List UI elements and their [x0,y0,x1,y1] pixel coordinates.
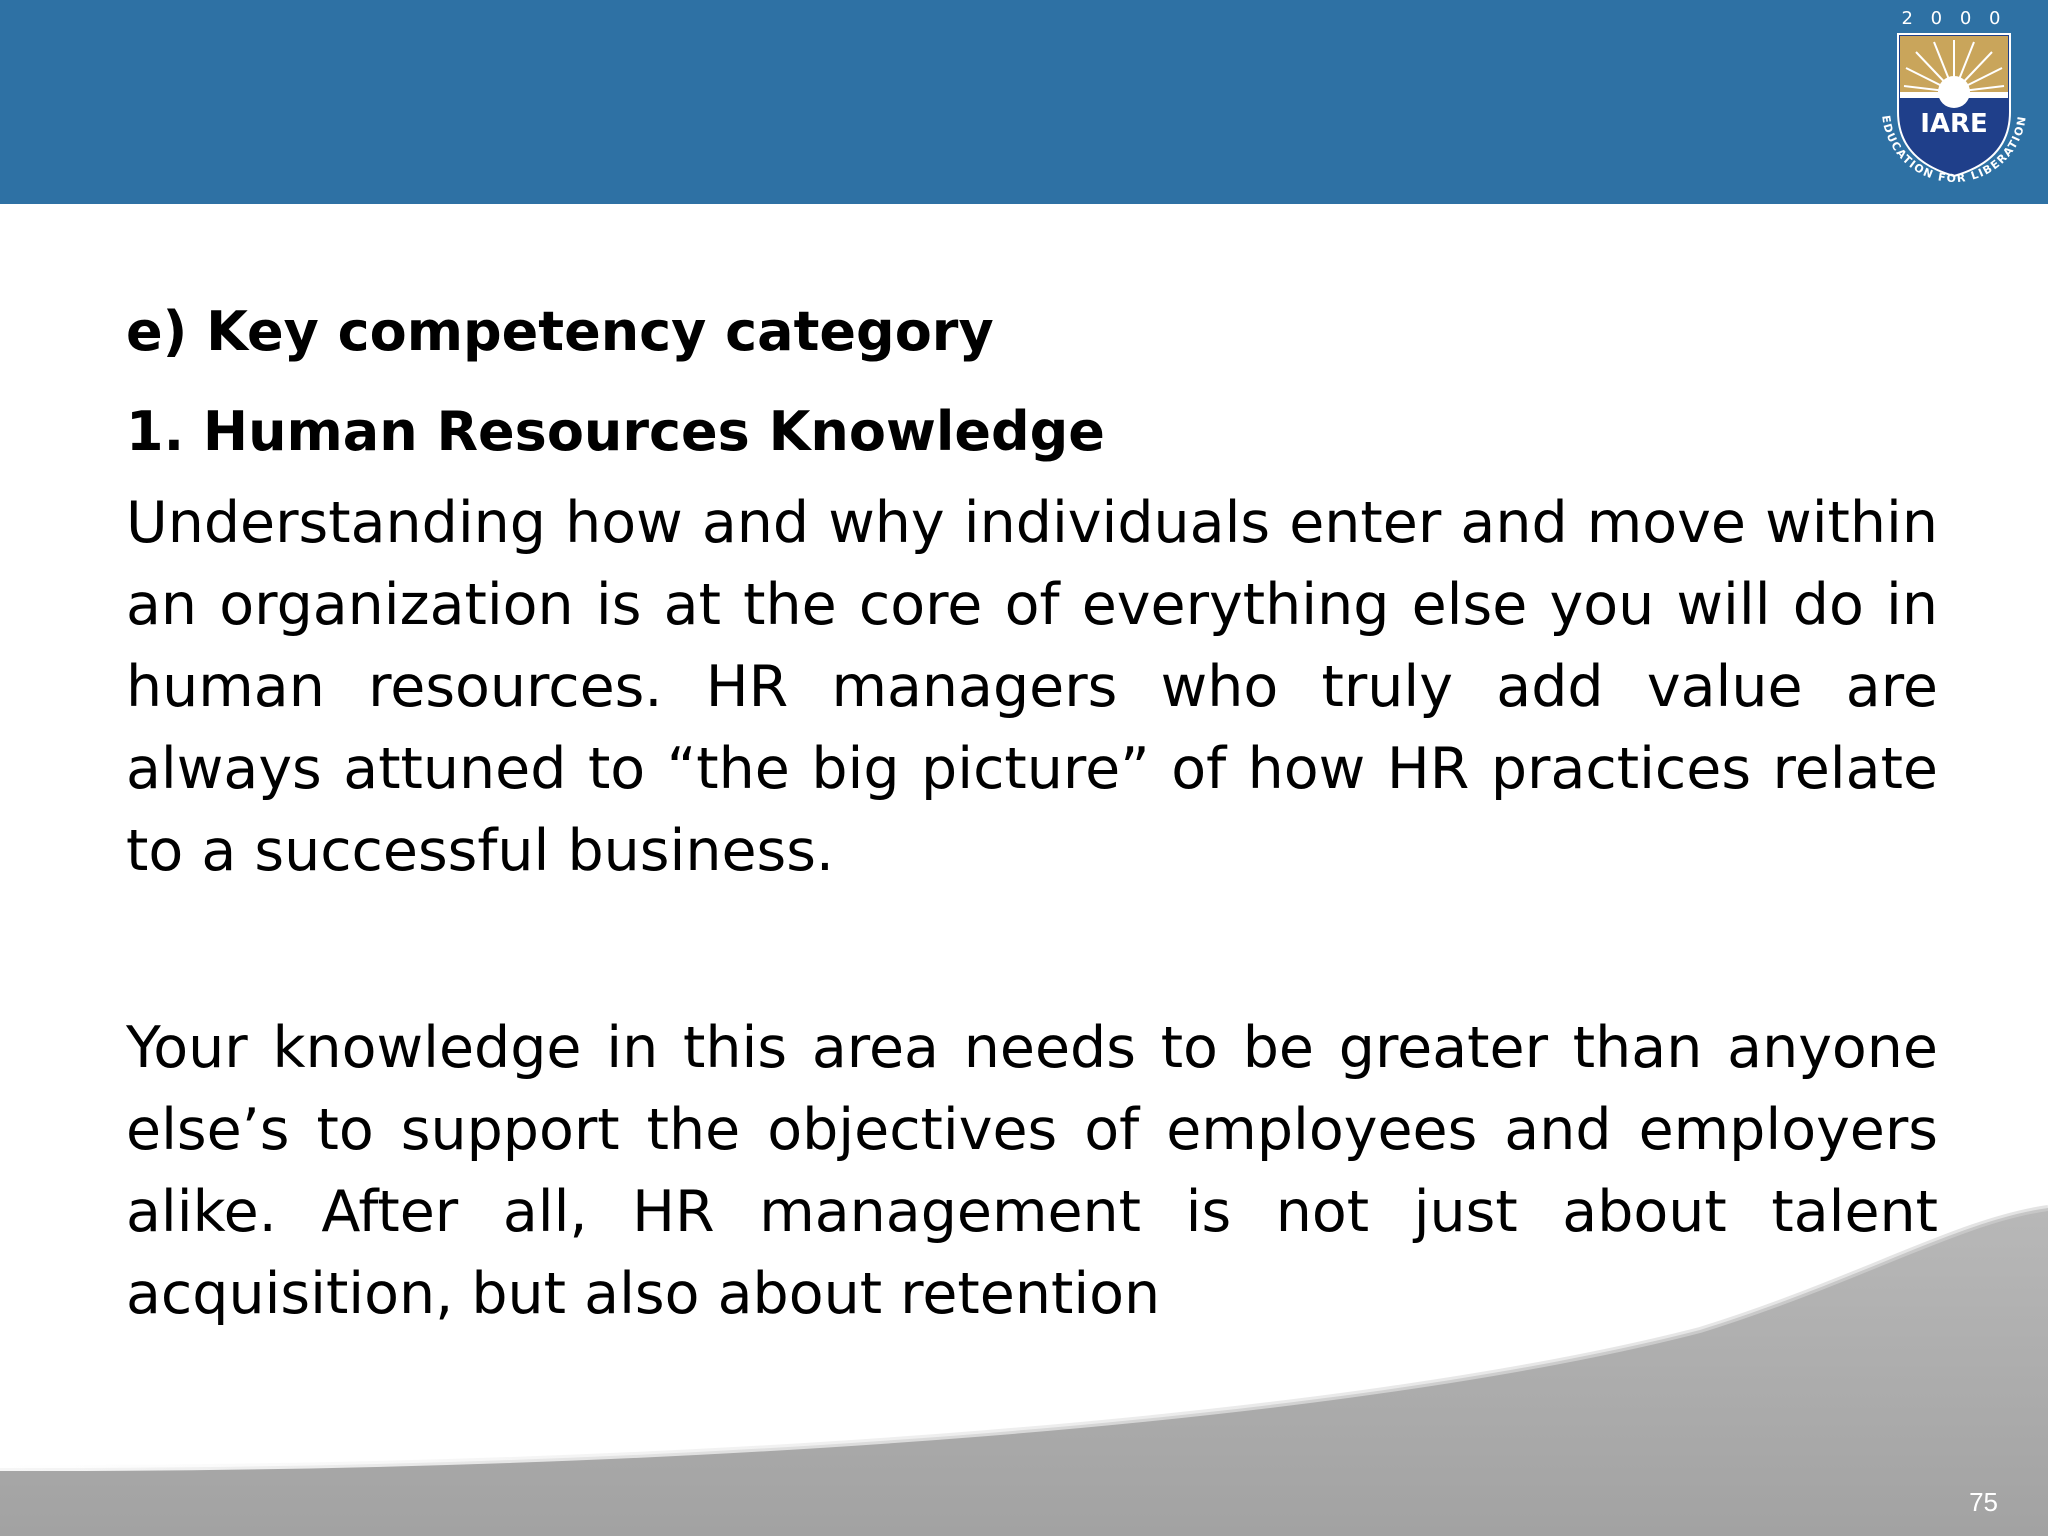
bottom-swoosh [0,1180,2048,1536]
slide-number: 75 [1969,1487,1998,1517]
paragraph-1: Understanding how and why individuals enter and move within an organization is at the core of everything else you will do in human resources. HR managers who truly add value are always attuned to “the big picture” of how HR practices relate to a successful business. [126,490,1938,884]
slide-content [126,282,1938,1335]
logo-year-text: 2 0 0 0 [1901,8,2007,29]
subheading: 1. Human Resources Knowledge [126,400,1105,463]
section-heading: e) Key competency category [126,300,994,363]
iare-logo [1860,0,2048,204]
logo-name: IARE [1920,109,1988,139]
paragraph-2: Your knowledge in this area needs to be greater than anyone else’s to support the objectives of employees and employers alike. After all, HR management is not just about talent acquisition, but also about retention [126,1015,1938,1327]
logo-motto: EDUCATION FOR LIBERATION [1879,114,2029,186]
header-bar [0,0,2048,204]
